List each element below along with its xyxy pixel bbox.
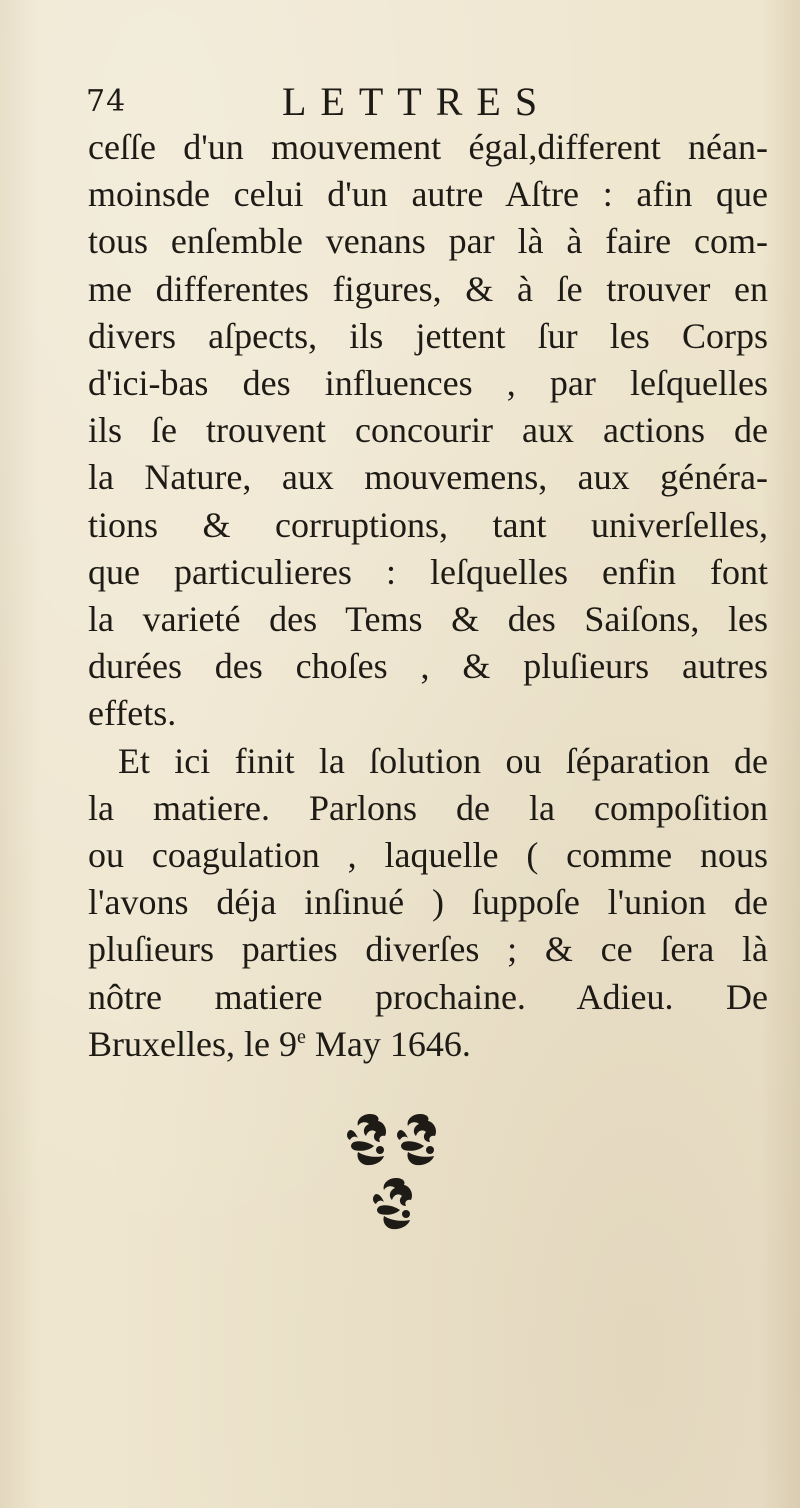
text-line: nôtre matiere prochaine. Adieu. De [88, 976, 768, 1017]
text-line: durées des choſes , & pluſieurs autres [88, 646, 768, 687]
text-line: pluſieurs parties diverſes ; & ce ſera là [88, 929, 768, 970]
paragraph-2 [88, 738, 768, 1068]
paragraph-1 [88, 124, 768, 738]
closing-line [88, 1021, 768, 1068]
closing-superscript: e [296, 1025, 306, 1048]
text-line: que particulieres : leſquelles enfin font [88, 551, 768, 592]
text-line: tions & corruptions, tant univerſelles, [88, 504, 768, 545]
text-line: Et ici finit la ſolution ou ſéparation de [118, 740, 768, 781]
text-line: d'ici-bas des influences , par leſquelles [88, 363, 768, 404]
closing-prefix: Bruxelles, le 9 [88, 1023, 297, 1064]
body-text [88, 124, 768, 1068]
text-line: moinsde celui d'un autre Aſtre : afin que [88, 174, 768, 215]
text-line: la matiere. Parlons de la compoſition [88, 787, 768, 828]
text-line: la Nature, aux mouvemens, aux généra- [88, 457, 768, 498]
text-line: tous enſemble venans par là à faire com- [88, 221, 768, 262]
closing-suffix: May 1646. [305, 1023, 471, 1064]
text-line: divers aſpects, ils jettent ſur les Corps [88, 315, 768, 356]
text-line: ou coagulation , laquelle ( comme nous [88, 835, 768, 876]
text-line: la varieté des Tems & des Saiſons, les [88, 599, 768, 640]
text-line: l'avons déja inſinué ) ſuppoſe l'union de [88, 882, 768, 923]
text-line: ceſſe d'un mouvement égal,different néan- [88, 127, 768, 167]
text-line: effets. [88, 693, 177, 734]
page-number: 74 [86, 84, 127, 119]
page-header [86, 78, 746, 128]
running-title: LETTRES [282, 79, 552, 124]
text-line: me differentes figures, & à ſe trouver en [88, 268, 768, 309]
text-line: ils ſe trouvent concourir aux actions de [88, 410, 768, 451]
fleuron-ornament-icon [340, 1110, 460, 1260]
